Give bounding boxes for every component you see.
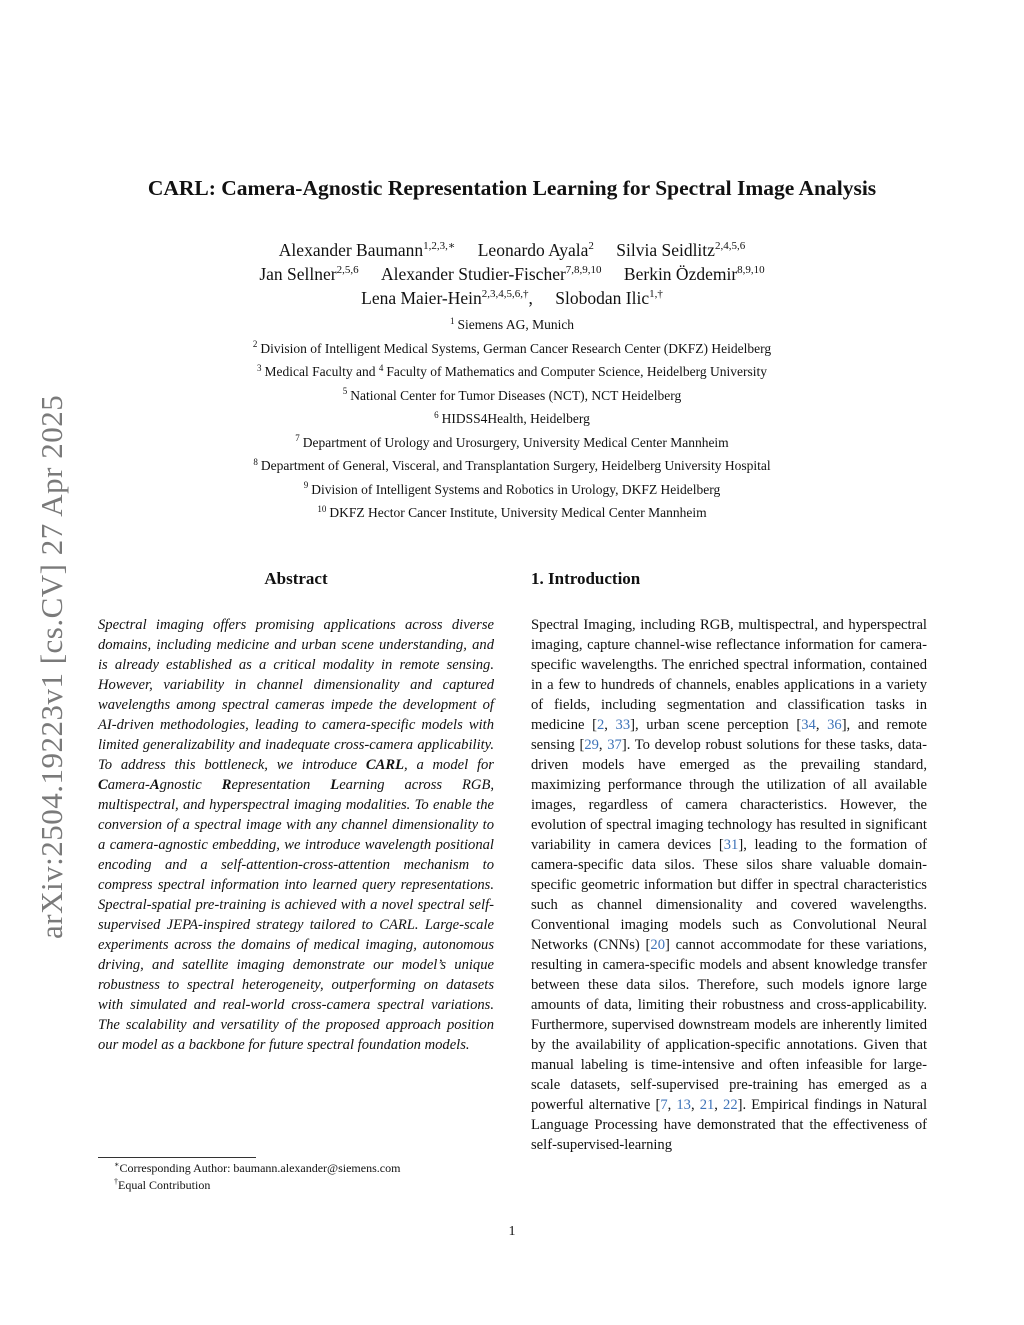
- footnote: ∗Corresponding Author: baumann.alexander@siemens.com: [114, 1160, 401, 1175]
- affiliation: $^5$ National Center for Tumor Diseases (NCT), NCT Heidelberg: [342, 386, 682, 403]
- citation-link[interactable]: 37: [607, 737, 622, 753]
- author: Silvia Seidlitz$^{2,4,5,6}$: [616, 240, 746, 260]
- citation-link[interactable]: 34: [801, 717, 816, 733]
- author: Jan Sellner$^{2,5,6}$: [259, 264, 359, 284]
- author-line-2: [110, 262, 914, 286]
- affiliation: $^6$ HIDSS4Health, Heidelberg: [434, 409, 590, 426]
- author-line-3: [110, 286, 914, 310]
- affiliation: $^{10}$ DKFZ Hector Cancer Institute, University Medical Center Mannheim: [317, 503, 707, 520]
- abstract-heading: Abstract: [264, 569, 328, 588]
- footnotes: [114, 1160, 494, 1194]
- author: Alexander Studier-Fischer$^{7,8,9,10}$: [380, 264, 602, 284]
- affiliation: $^8$ Department of General, Visceral, and Transplantation Surgery, Heidelberg University Hospital: [253, 456, 771, 473]
- citation-link[interactable]: 13: [676, 1097, 691, 1113]
- citation-link[interactable]: 20: [650, 937, 665, 953]
- arxiv-identifier: arXiv:2504.19223v1 [cs.CV] 27 Apr 2025: [34, 394, 69, 939]
- author: Berkin Özdemir$^{8,9,10}$: [623, 264, 765, 284]
- page-number: 1: [508, 1224, 516, 1239]
- paper-title: CARL: Camera-Agnostic Representation Learning for Spectral Image Analysis: [147, 176, 877, 200]
- affiliation-list: [110, 313, 914, 525]
- introduction-column: [531, 565, 927, 1155]
- affiliation: $^9$ Division of Intelligent Systems and Robotics in Urology, DKFZ Heidelberg: [303, 480, 721, 497]
- citation-link[interactable]: 36: [827, 717, 842, 733]
- citation-link[interactable]: 33: [615, 717, 631, 733]
- abstract-column: [98, 565, 494, 1055]
- citation-link[interactable]: 29: [584, 737, 599, 753]
- affiliation: $^1$ Siemens AG, Munich: [449, 315, 575, 332]
- footnote-rule: [98, 1157, 256, 1158]
- citation-link[interactable]: 2: [596, 717, 605, 733]
- citation-link[interactable]: 7: [660, 1097, 668, 1113]
- introduction-heading: 1. Introduction: [531, 569, 641, 588]
- footnote: †Equal Contribution: [114, 1177, 211, 1192]
- author-list: [110, 238, 914, 310]
- abstract-text: Spectral imaging offers promising applications across diverse domains, including medicine and urban scene understanding, and is already established as a critical modality in remote sensing. However, variability in channel dimensionality and captured wavelengths among spectral cameras impede the development of AI-driven methodologies, leading to camera-specific models with limited generalizability and inadequate cross-camera applicability. To address this bottleneck, we introduce CARL, a model for Camera-Agnostic Representation Learning across RGB, multispectral, and hyperspectral imaging modalities. To enable the conversion of a spectral image with any channel dimensionality to a camera-agnostic embedding, we introduce wavelength positional encoding and a self-attention-cross-attention mechanism to compress spectral information into learned query representations. Spectral-spatial pre-training is achieved with a novel spectral self-supervised JEPA-inspired strategy tailored to CARL. Large-scale experiments across the domains of medical imaging, autonomous driving, and satellite imaging demonstrate our model’s unique robustness to spectral heterogeneity, outperforming on datasets with simulated and real-world cross-camera spectral variations. The scalability and versatility of the proposed approach position our model as a backbone for future spectral foundation models.: [98, 617, 495, 1053]
- author: Slobodan Ilic$^{1,\dagger}$: [555, 288, 663, 308]
- author: Lena Maier-Hein$^{2,3,4,5,6,\dagger}$,: [361, 288, 533, 308]
- author: Leonardo Ayala$^2$: [477, 240, 594, 260]
- affiliation: $^3$ Medical Faculty and $^4$ Faculty of Mathematics and Computer Science, Heidelberg University: [257, 362, 767, 379]
- affiliation: $^2$ Division of Intelligent Medical Systems, German Cancer Research Center (DKFZ) Heidelberg: [252, 339, 772, 356]
- citation-link[interactable]: 22: [723, 1097, 738, 1113]
- introduction-text: Spectral Imaging, including RGB, multispectral, and hyperspectral imaging, capture channel-wise reflectance information for camera-specific wavelengths. The enriched spectral information, contained in a few to hundreds of channels, enables applications in a variety of fields, including segmentation and classification tasks in medicine [2, 33], urban scene perception [34, 36], and remote sensing [29, 37]. To develop robust solutions for these tasks, data-driven models have emerged as the prevailing standard, maximizing performance through the utilization of all available images, regardless of camera characteristics. However, the evolution of spectral imaging technology has resulted in significant variability in camera devices [31], leading to the formation of camera-specific data silos. These silos share valuable domain-specific geometric information but differ in spectral characteristics such as channel dimensionality and covered wavelengths. Conventional imaging models such as Convolutional Neural Networks (CNNs) [20] cannot accommodate for these variations, resulting in camera-specific models and absent knowledge transfer between these data silos. Therefore, such models ignore large amounts of data, limiting their robustness and cross-applicability. Furthermore, supervised downstream models are inherently limited by the availability of application-specific annotations. Given that manual labeling is time-intensive and often infeasible for large-scale datasets, self-supervised pre-training has emerged as a powerful alternative [7, 13, 21, 22]. Empirical findings in Natural Language Processing have demonstrated that the effectiveness of self-supervised-learning: [531, 617, 928, 1153]
- author-line-1: [110, 238, 914, 262]
- citation-link[interactable]: 21: [699, 1097, 715, 1113]
- citation-link[interactable]: 31: [723, 837, 739, 853]
- affiliation: $^7$ Department of Urology and Urosurgery, University Medical Center Mannheim: [295, 433, 729, 450]
- author: Alexander Baumann$^{1,2,3,∗}$: [278, 240, 456, 260]
